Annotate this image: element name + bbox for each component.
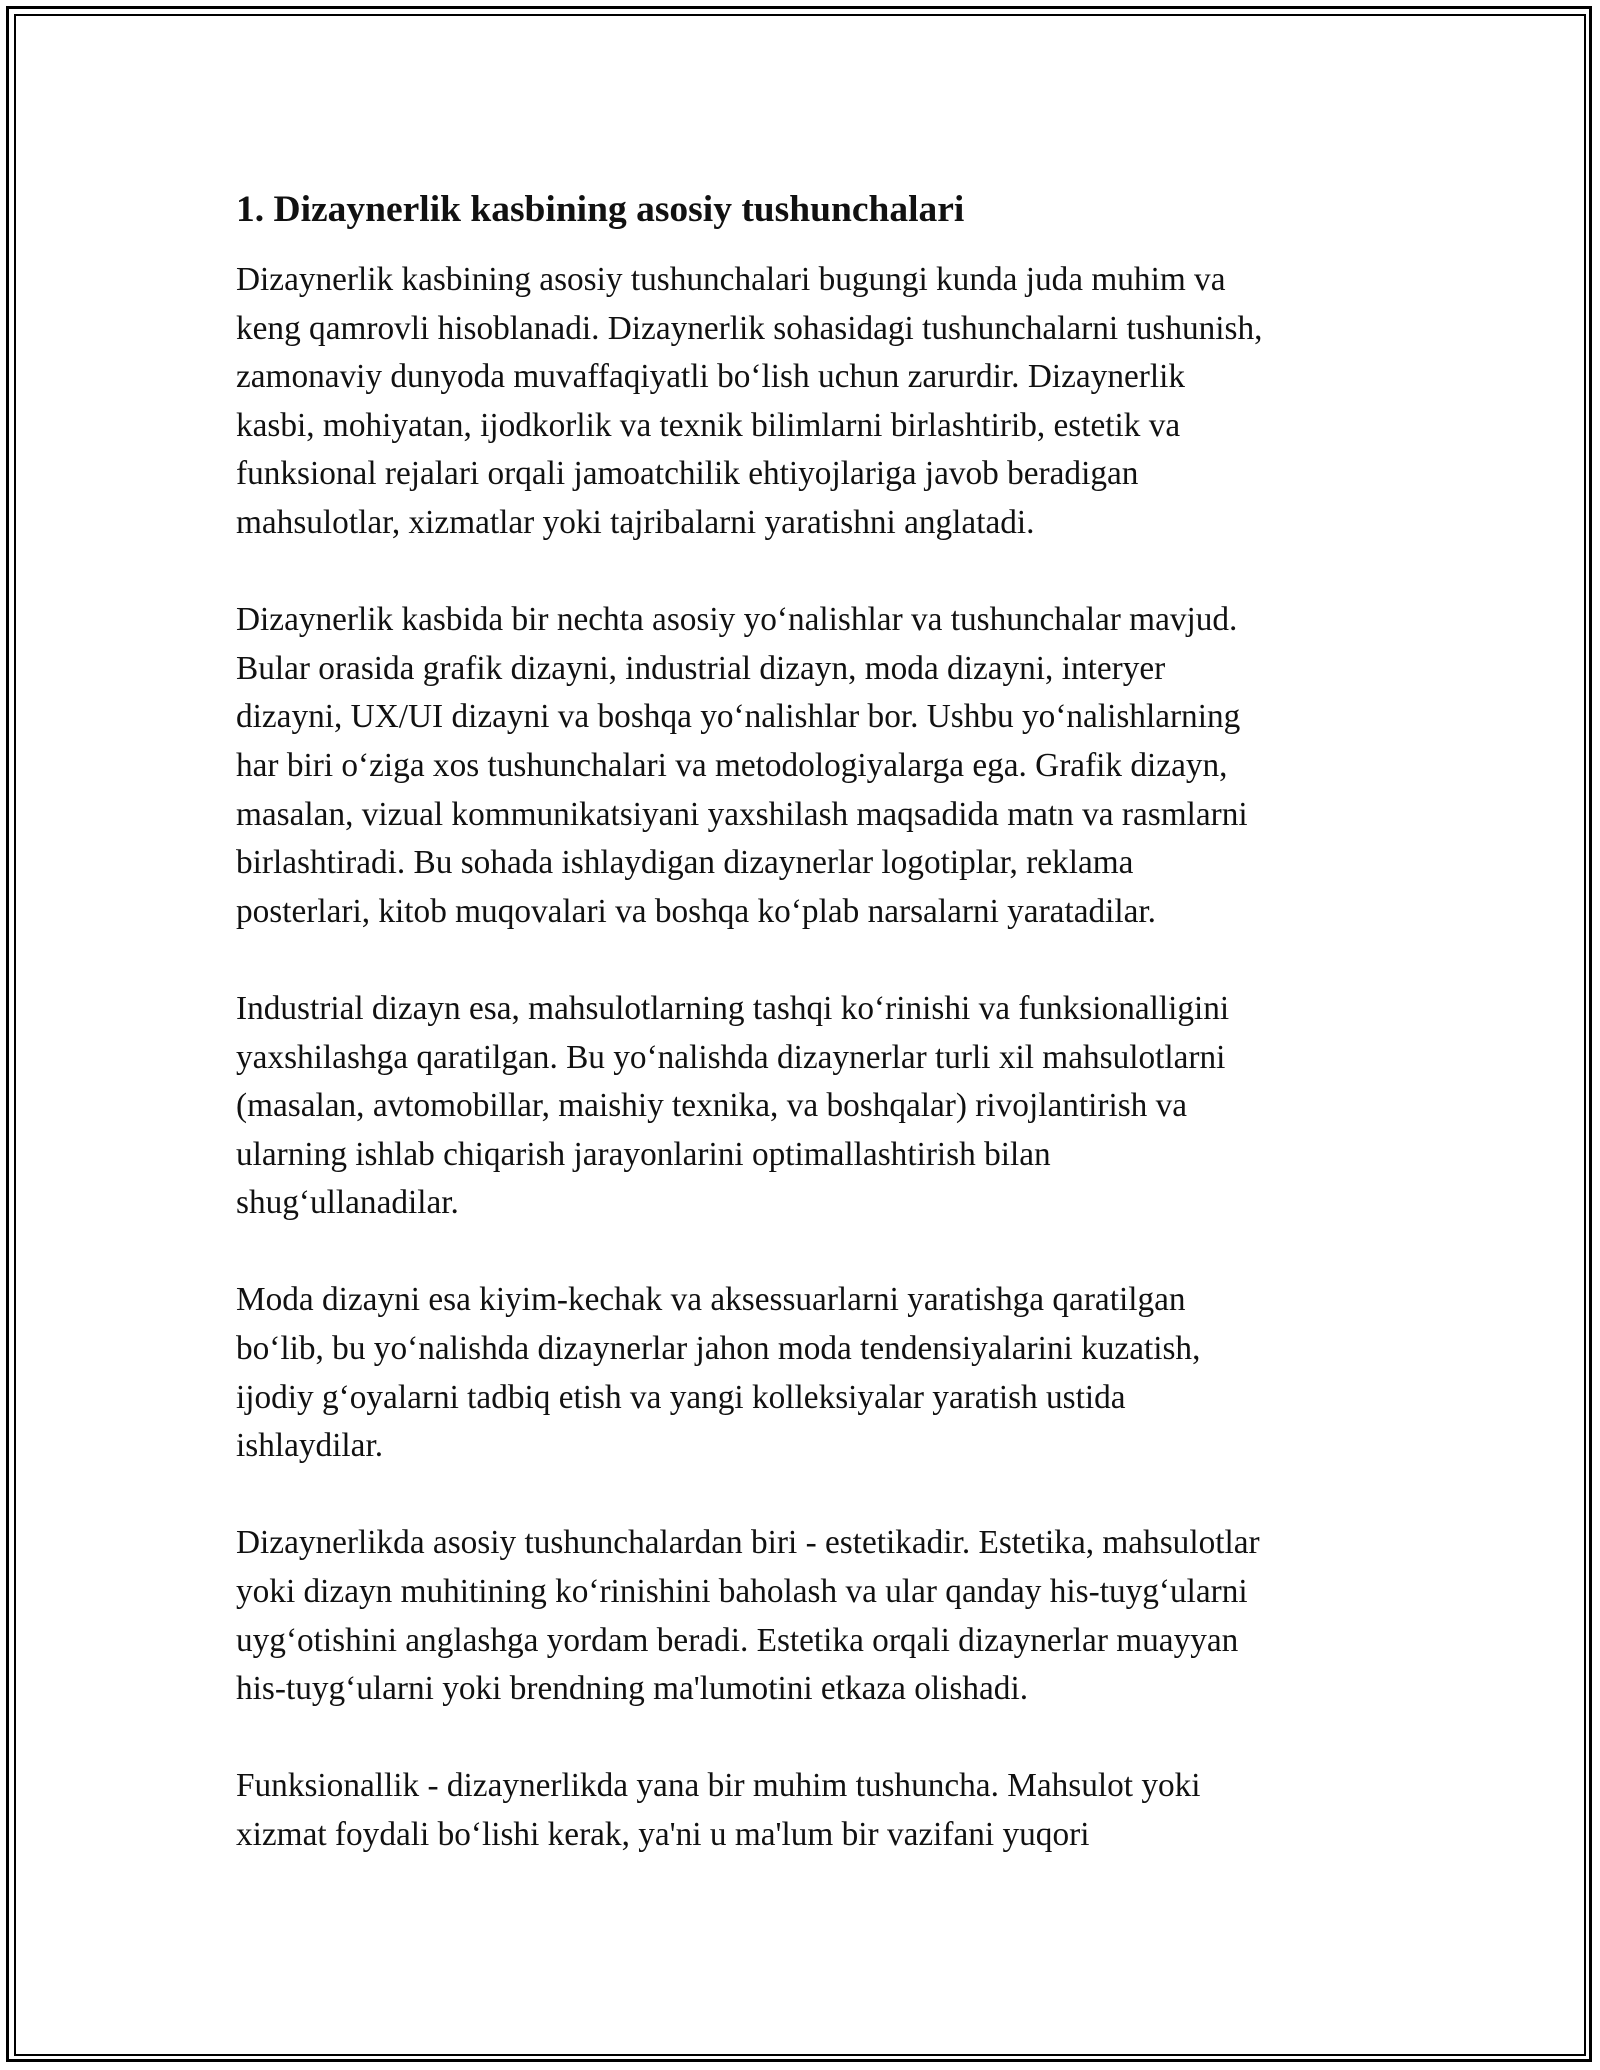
paragraph-6 <box>236 1762 1376 1859</box>
text-line: masalan, vizual kommunikatsiyani yaxshilash maqsadida matn va rasmlarni <box>236 795 1248 833</box>
text-line: posterlari, kitob muqovalari va boshqa ko‘plab narsalarni yaratadilar. <box>236 892 1156 930</box>
text-line: Dizaynerlik kasbining asosiy tushunchalari bugungi kunda juda muhim va <box>236 261 1226 298</box>
text-line: keng qamrovli hisoblanadi. Dizaynerlik sohasidagi tushunchalarni tushunish, <box>236 309 1263 347</box>
text-line: uyg‘otishini anglashga yordam beradi. Estetika orqali dizaynerlar muayyan <box>236 1621 1239 1659</box>
text-line: (masalan, avtomobillar, maishiy texnika, va boshqalar) rivojlantirish va <box>236 1087 1188 1125</box>
text-line: bo‘lib, bu yo‘nalishda dizaynerlar jahon moda tendensiyalarini kuzatish, <box>236 1330 1201 1368</box>
text-line: har biri o‘ziga xos tushunchalari va metodologiyalarga ega. Grafik dizayn, <box>236 746 1228 784</box>
text-line: Bular orasida grafik dizayni, industrial dizayn, moda dizayni, interyer <box>236 649 1166 687</box>
text-line: yoki dizayn muhitining ko‘rinishini baholash va ular qanday his-tuyg‘ularni <box>236 1573 1248 1611</box>
paragraph-2 <box>236 596 1376 936</box>
text-line: funksional rejalari orqali jamoatchilik ehtiyojlariga javob beradigan <box>236 455 1139 493</box>
text-line: ishlaydilar. <box>236 1427 384 1465</box>
text-line: Dizaynerlikda asosiy tushunchalardan biri - estetikadir. Estetika, mahsulotlar <box>236 1524 1260 1562</box>
section-heading: 1. Dizaynerlik kasbining asosiy tushunchalari <box>236 189 965 230</box>
text-line: yaxshilashga qaratilgan. Bu yo‘nalishda dizaynerlar turli xil mahsulotlarni <box>236 1038 1226 1076</box>
text-line: dizayni, UX/UI dizayni va boshqa yo‘nalishlar bor. Ushbu yo‘nalishlarning <box>236 698 1241 736</box>
text-line: Funksionallik - dizaynerlikda yana bir muhim tushuncha. Mahsulot yoki <box>236 1767 1201 1805</box>
text-line: ularning ishlab chiqarish jarayonlarini optimallashtirish bilan <box>236 1135 1051 1173</box>
text-line: Industrial dizayn esa, mahsulotlarning tashqi ko‘rinishi va funksionalligini <box>236 989 1230 1027</box>
document-body <box>236 186 1376 1908</box>
text-line: ijodiy g‘oyalarni tadbiq etish va yangi kolleksiyalar yaratish ustida <box>236 1378 1126 1416</box>
text-line: Moda dizayni esa kiyim-kechak va aksessuarlarni yaratishga qaratilgan <box>236 1281 1186 1319</box>
text-line: his-tuyg‘ularni yoki brendning ma'lumotini etkaza olishadi. <box>236 1670 1029 1708</box>
text-line: kasbi, mohiyatan, ijodkorlik va texnik bilimlarni birlashtirib, estetik va <box>236 406 1181 444</box>
text-line: Dizaynerlik kasbida bir nechta asosiy yo‘nalishlar va tushunchalar mavjud. <box>236 601 1238 639</box>
text-line: birlashtiradi. Bu sohada ishlaydigan dizaynerlar logotiplar, reklama <box>236 844 1134 882</box>
text-line: shug‘ullanadilar. <box>236 1184 459 1222</box>
paragraph-4 <box>236 1276 1376 1470</box>
paragraph-5 <box>236 1519 1376 1713</box>
text-line: mahsulotlar, xizmatlar yoki tajribalarni yaratishni anglatadi. <box>236 503 1035 541</box>
text-line: zamonaviy dunyoda muvaffaqiyatli bo‘lish uchun zarurdir. Dizaynerlik <box>236 358 1185 396</box>
text-line: xizmat foydali bo‘lishi kerak, ya'ni u ma'lum bir vazifani yuqori <box>236 1816 1090 1853</box>
paragraph-3 <box>236 985 1376 1228</box>
paragraph-1 <box>236 256 1376 548</box>
